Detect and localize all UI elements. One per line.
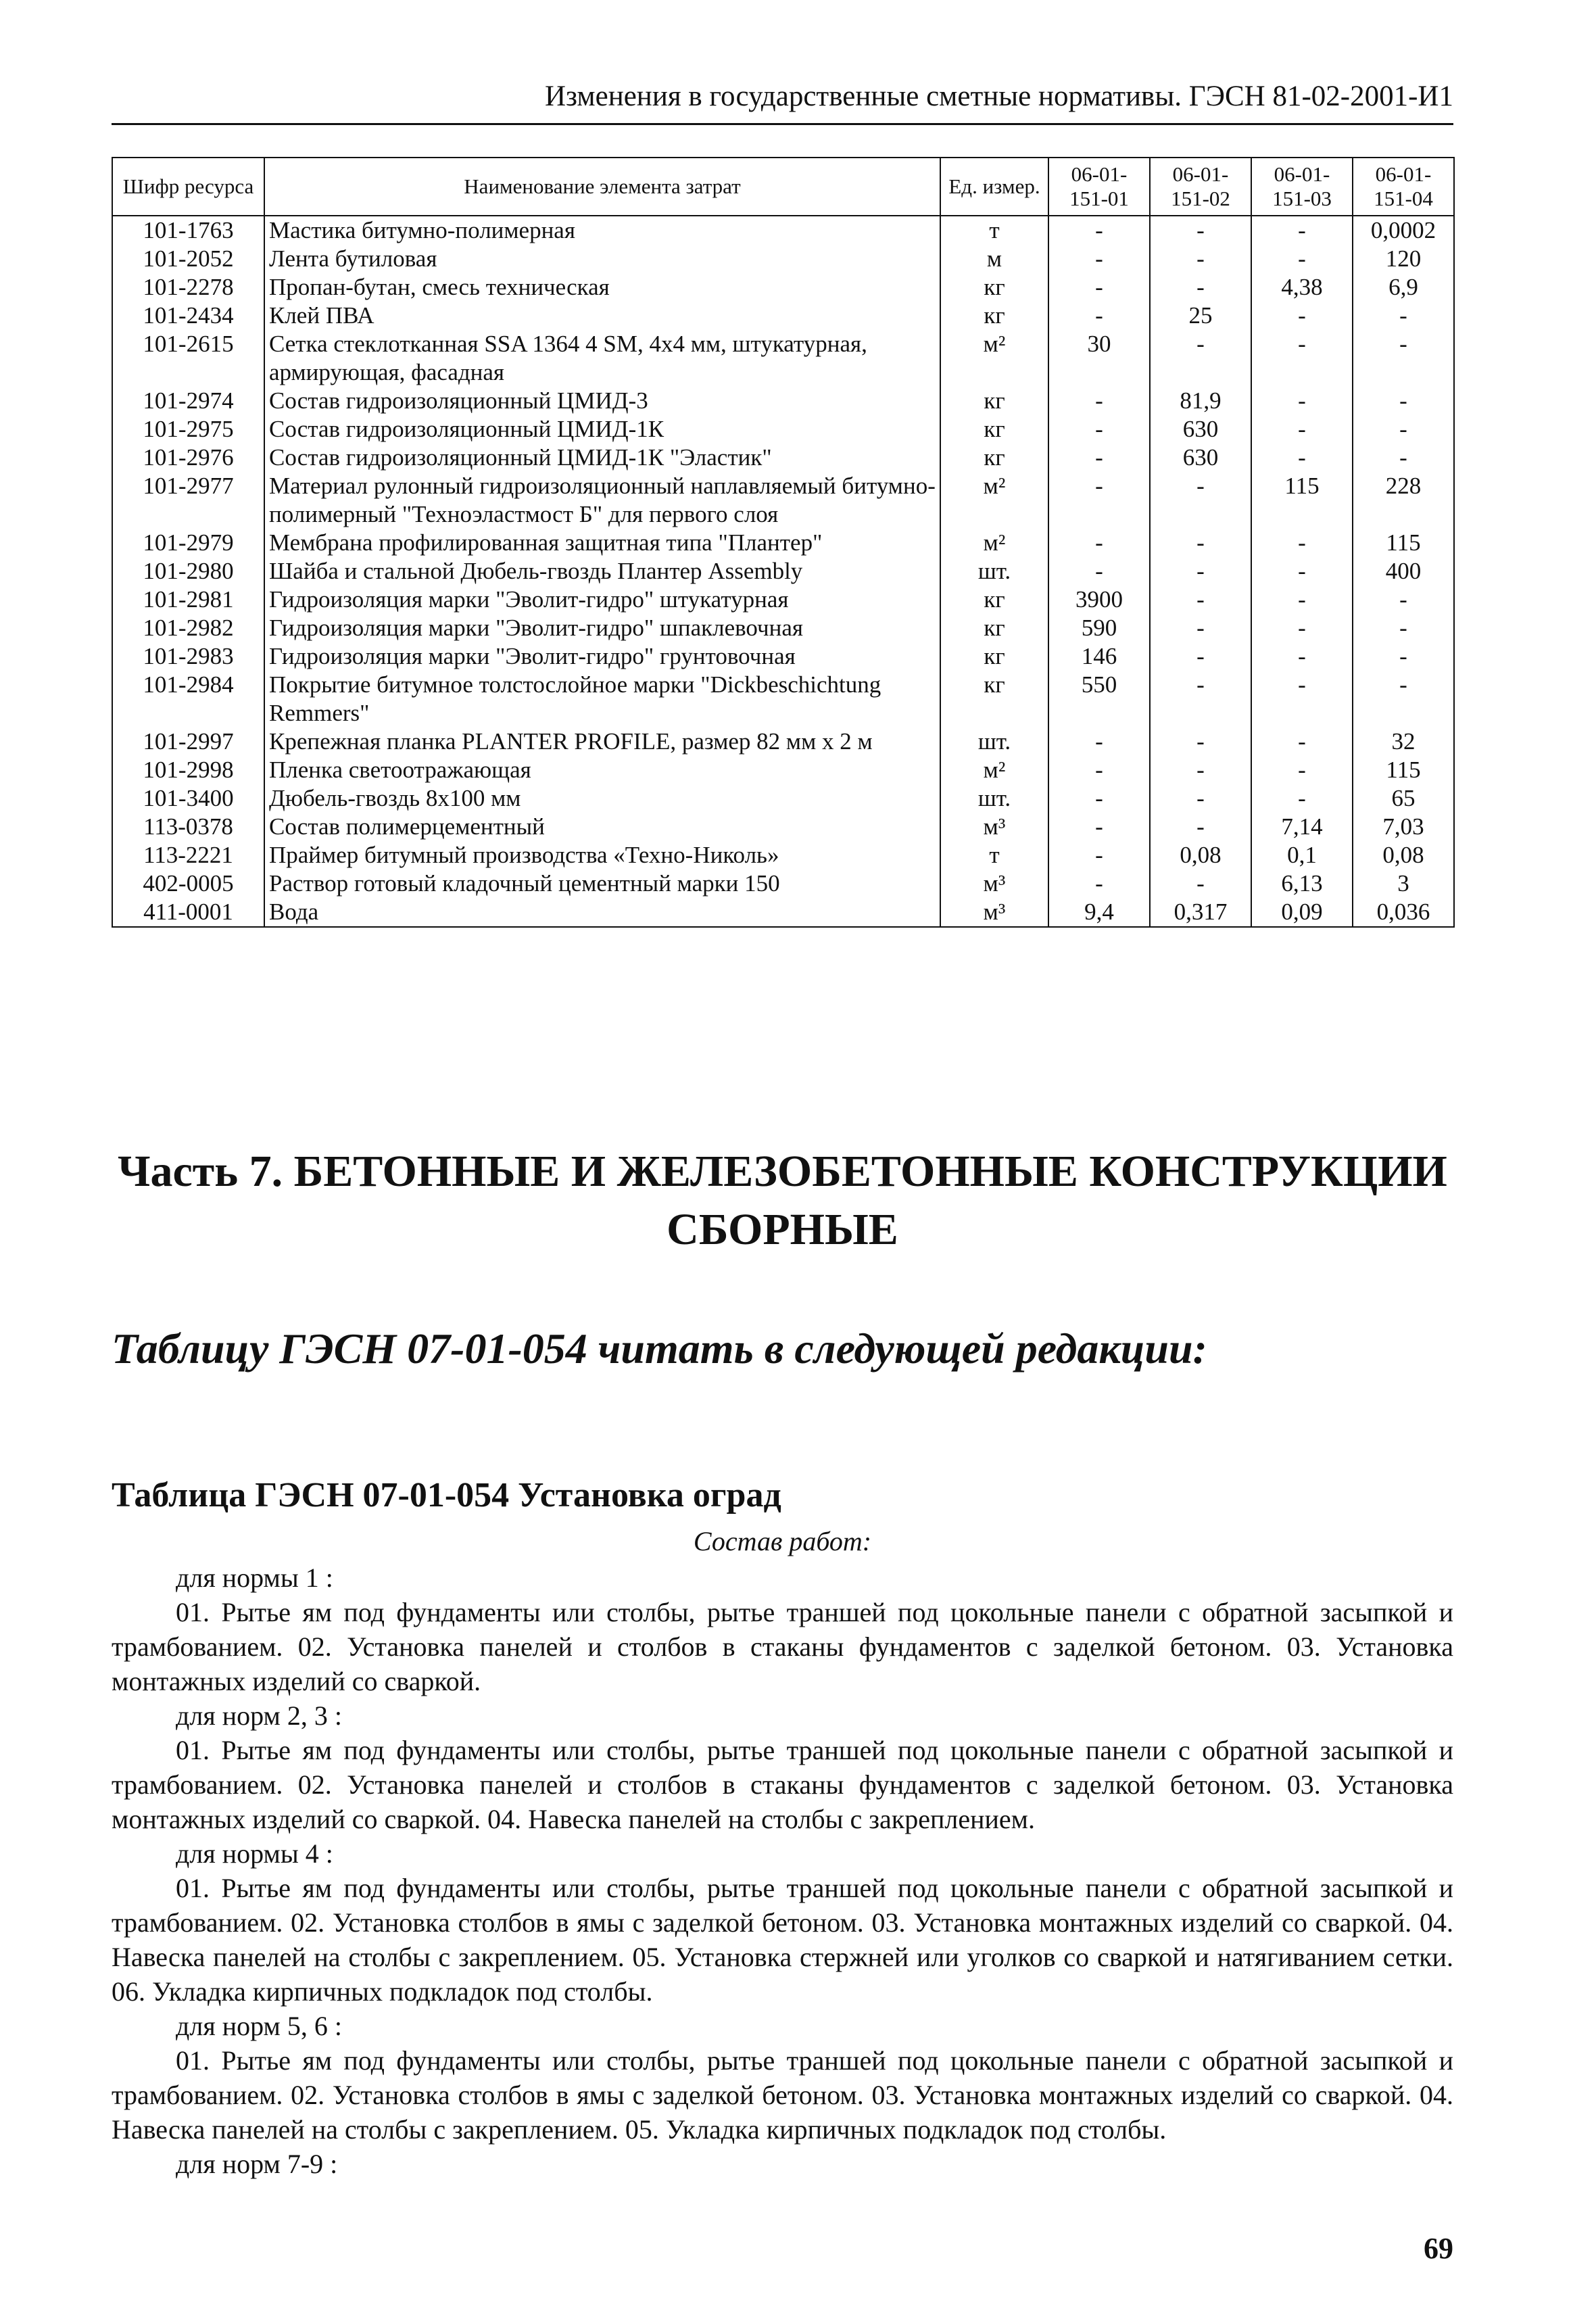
- cell-code: 101-2980: [112, 557, 264, 586]
- cell-name: Гидроизоляция марки "Эволит-гидро" грунтовочная: [264, 642, 940, 671]
- cell-name: Пленка светоотражающая: [264, 756, 940, 784]
- cell-v4: -: [1353, 444, 1454, 472]
- cell-v4: 400: [1353, 557, 1454, 586]
- cell-v1: -: [1048, 472, 1150, 529]
- table-row: [112, 586, 1454, 614]
- cell-v4: 0,0002: [1353, 216, 1454, 245]
- cell-name: Состав полимерцементный: [264, 813, 940, 841]
- cell-v4: 0,036: [1353, 898, 1454, 927]
- column-header: Ед. измер.: [940, 158, 1048, 216]
- cell-v4: 115: [1353, 756, 1454, 784]
- cell-v3: -: [1251, 302, 1353, 330]
- cell-code: 101-1763: [112, 216, 264, 245]
- cell-v2: -: [1150, 557, 1251, 586]
- cell-name: Покрытие битумное толстослойное марки "Dickbeschichtung Remmers": [264, 671, 940, 727]
- cell-code: 101-2979: [112, 529, 264, 557]
- column-header: Шифр ресурса: [112, 158, 264, 216]
- cell-v3: -: [1251, 756, 1353, 784]
- cell-code: 101-2984: [112, 671, 264, 727]
- composition-label: Состав работ:: [693, 1526, 872, 1556]
- cell-name: Сетка стеклотканная SSA 1364 4 SM, 4х4 мм, штукатурная, армирующая, фасадная: [264, 330, 940, 387]
- cell-v1: -: [1048, 557, 1150, 586]
- cell-v4: 115: [1353, 529, 1454, 557]
- cell-unit: т: [940, 841, 1048, 869]
- cell-v4: 32: [1353, 727, 1454, 756]
- table-row: [112, 273, 1454, 302]
- cell-v4: 65: [1353, 784, 1454, 813]
- cell-v3: 0,09: [1251, 898, 1353, 927]
- cell-code: 101-2278: [112, 273, 264, 302]
- cell-v3: -: [1251, 245, 1353, 273]
- cell-v3: -: [1251, 557, 1353, 586]
- table-row: [112, 557, 1454, 586]
- column-header: 06-01-151-03: [1251, 158, 1353, 216]
- cell-v4: -: [1353, 586, 1454, 614]
- cell-code: 101-2982: [112, 614, 264, 642]
- table-title: Таблица ГЭСН 07-01-054 Установка оград: [112, 1476, 781, 1514]
- cell-v4: 7,03: [1353, 813, 1454, 841]
- cell-v1: -: [1048, 216, 1150, 245]
- cell-unit: кг: [940, 614, 1048, 642]
- cell-v2: -: [1150, 784, 1251, 813]
- header-rule: [112, 123, 1453, 125]
- cell-name: Гидроизоляция марки "Эволит-гидро" шпаклевочная: [264, 614, 940, 642]
- cell-code: 101-2434: [112, 302, 264, 330]
- cell-v3: 7,14: [1251, 813, 1353, 841]
- table-body: [112, 216, 1454, 927]
- cell-unit: м: [940, 245, 1048, 273]
- cell-unit: м³: [940, 813, 1048, 841]
- cell-v4: -: [1353, 415, 1454, 444]
- table-row: [112, 444, 1454, 472]
- cell-v2: -: [1150, 245, 1251, 273]
- cell-name: Крепежная планка PLANTER PROFILE, размер 82 мм х 2 м: [264, 727, 940, 756]
- cell-v4: -: [1353, 614, 1454, 642]
- cell-code: 101-3400: [112, 784, 264, 813]
- cell-v4: 6,9: [1353, 273, 1454, 302]
- column-header: 06-01-151-01: [1048, 158, 1150, 216]
- cell-unit: шт.: [940, 727, 1048, 756]
- cell-code: 101-2997: [112, 727, 264, 756]
- cell-code: 101-2976: [112, 444, 264, 472]
- cell-v1: -: [1048, 813, 1150, 841]
- cell-v1: -: [1048, 444, 1150, 472]
- table-row: [112, 869, 1454, 898]
- cell-v2: -: [1150, 727, 1251, 756]
- table-row: [112, 216, 1454, 245]
- cell-v3: -: [1251, 671, 1353, 727]
- table-row: [112, 841, 1454, 869]
- cell-v2: 630: [1150, 415, 1251, 444]
- cell-name: Состав гидроизоляционный ЦМИД-3: [264, 387, 940, 415]
- cell-v2: -: [1150, 273, 1251, 302]
- cell-v1: 3900: [1048, 586, 1150, 614]
- column-header: 06-01-151-04: [1353, 158, 1454, 216]
- cell-name: Вода: [264, 898, 940, 927]
- cell-v2: -: [1150, 614, 1251, 642]
- table-row: [112, 671, 1454, 727]
- table-row: [112, 472, 1454, 529]
- cell-v4: 228: [1353, 472, 1454, 529]
- table-row: [112, 529, 1454, 557]
- cell-unit: т: [940, 216, 1048, 245]
- cell-v4: -: [1353, 330, 1454, 387]
- cell-code: 101-2998: [112, 756, 264, 784]
- cell-name: Пропан-бутан, смесь техническая: [264, 273, 940, 302]
- table-row: [112, 302, 1454, 330]
- cell-v1: 590: [1048, 614, 1150, 642]
- cell-code: 411-0001: [112, 898, 264, 927]
- cell-name: Мастика битумно-полимерная: [264, 216, 940, 245]
- cell-name: Шайба и стальной Дюбель-гвоздь Плантер Assembly: [264, 557, 940, 586]
- cell-v1: -: [1048, 387, 1150, 415]
- cell-v4: 120: [1353, 245, 1454, 273]
- cell-unit: м²: [940, 529, 1048, 557]
- cell-code: 101-2052: [112, 245, 264, 273]
- cell-v1: -: [1048, 727, 1150, 756]
- part-title-line: СБОРНЫЕ: [667, 1205, 898, 1254]
- cell-v1: -: [1048, 784, 1150, 813]
- cell-unit: кг: [940, 671, 1048, 727]
- cell-v2: -: [1150, 472, 1251, 529]
- cell-v3: -: [1251, 444, 1353, 472]
- cell-v3: -: [1251, 216, 1353, 245]
- table-row: [112, 642, 1454, 671]
- part-title-line: Часть 7. БЕТОННЫЕ И ЖЕЛЕЗОБЕТОННЫЕ КОНСТРУКЦИИ: [118, 1147, 1447, 1196]
- cell-v1: -: [1048, 529, 1150, 557]
- cell-code: 101-2977: [112, 472, 264, 529]
- cell-unit: кг: [940, 444, 1048, 472]
- cell-v1: 30: [1048, 330, 1150, 387]
- composition-text: [112, 1560, 1453, 2181]
- cell-v3: -: [1251, 330, 1353, 387]
- cell-code: 101-2974: [112, 387, 264, 415]
- cell-name: Раствор готовый кладочный цементный марки 150: [264, 869, 940, 898]
- cell-v1: 550: [1048, 671, 1150, 727]
- cell-v1: 9,4: [1048, 898, 1150, 927]
- read-instruction: Таблицу ГЭСН 07-01-054 читать в следующей редакции:: [112, 1324, 1207, 1373]
- norm-label: для норм 5, 6 :: [176, 2011, 342, 2041]
- norm-label: для нормы 4 :: [176, 1838, 333, 1869]
- cell-name: Праймер битумный производства «Техно-Николь»: [264, 841, 940, 869]
- running-header: Изменения в государственные сметные нормативы. ГЭСН 81-02-2001-И1: [544, 80, 1453, 112]
- table-row: [112, 784, 1454, 813]
- norm-label: для нормы 1 :: [176, 1562, 333, 1593]
- cell-v2: 0,317: [1150, 898, 1251, 927]
- cell-unit: кг: [940, 273, 1048, 302]
- cell-v3: -: [1251, 727, 1353, 756]
- cell-v2: -: [1150, 671, 1251, 727]
- cell-v2: -: [1150, 586, 1251, 614]
- cell-unit: кг: [940, 415, 1048, 444]
- cell-code: 113-0378: [112, 813, 264, 841]
- cell-v2: 81,9: [1150, 387, 1251, 415]
- cell-unit: шт.: [940, 557, 1048, 586]
- cell-v1: -: [1048, 302, 1150, 330]
- cell-v2: -: [1150, 813, 1251, 841]
- cell-v4: 3: [1353, 869, 1454, 898]
- norm-text: 01. Рытье ям под фундаменты или столбы, рытье траншей под цокольные панели с обратной засыпкой и трамбованием. 02. Установка столбов в ямы с заделкой бетоном. 03. Установка монтажных изделий со сваркой. 04. Навеска панелей на столбы с закреплением. 05. Укладка кирпичных подкладок под столбы.: [112, 2045, 1453, 2145]
- cell-v4: -: [1353, 387, 1454, 415]
- cell-v3: 0,1: [1251, 841, 1353, 869]
- cell-v1: -: [1048, 273, 1150, 302]
- cell-v2: -: [1150, 869, 1251, 898]
- cell-unit: кг: [940, 387, 1048, 415]
- norm-text: 01. Рытье ям под фундаменты или столбы, рытье траншей под цокольные панели с обратной засыпкой и трамбованием. 02. Установка столбов в ямы с заделкой бетоном. 03. Установка монтажных изделий со сваркой. 04. Навеска панелей на столбы с закреплением. 05. Установка стержней или уголков со сваркой и натягиванием сетки. 06. Укладка кирпичных подкладок под столбы.: [112, 1873, 1453, 2007]
- table-row: [112, 387, 1454, 415]
- cell-name: Дюбель-гвоздь 8х100 мм: [264, 784, 940, 813]
- cell-name: Клей ПВА: [264, 302, 940, 330]
- cell-v4: -: [1353, 302, 1454, 330]
- column-header: 06-01-151-02: [1150, 158, 1251, 216]
- cell-v4: 0,08: [1353, 841, 1454, 869]
- table-header-row: [112, 158, 1454, 216]
- cell-name: Материал рулонный гидроизоляционный наплавляемый битумно-полимерный "Техноэластмост Б" для первого слоя: [264, 472, 940, 529]
- cell-unit: кг: [940, 302, 1048, 330]
- cell-unit: кг: [940, 586, 1048, 614]
- cell-name: Гидроизоляция марки "Эволит-гидро" штукатурная: [264, 586, 940, 614]
- cell-v1: -: [1048, 415, 1150, 444]
- cell-v2: 630: [1150, 444, 1251, 472]
- norm-label: для норм 7-9 :: [176, 2149, 338, 2179]
- cell-v4: -: [1353, 671, 1454, 727]
- cell-code: 402-0005: [112, 869, 264, 898]
- cell-v2: -: [1150, 529, 1251, 557]
- column-header: Наименование элемента затрат: [264, 158, 940, 216]
- table-row: [112, 614, 1454, 642]
- cell-v3: -: [1251, 614, 1353, 642]
- cell-v2: -: [1150, 330, 1251, 387]
- cell-unit: шт.: [940, 784, 1048, 813]
- norm-text: 01. Рытье ям под фундаменты или столбы, рытье траншей под цокольные панели с обратной засыпкой и трамбованием. 02. Установка панелей и столбов в стаканы фундаментов с заделкой бетоном. 03. Установка монтажных изделий со сваркой. 04. Навеска панелей на столбы с закреплением.: [112, 1735, 1453, 1834]
- table-row: [112, 415, 1454, 444]
- cell-v3: -: [1251, 642, 1353, 671]
- cell-v1: 146: [1048, 642, 1150, 671]
- cell-code: 101-2983: [112, 642, 264, 671]
- cell-v1: -: [1048, 245, 1150, 273]
- table-row: [112, 245, 1454, 273]
- cell-v2: -: [1150, 756, 1251, 784]
- cell-v2: 0,08: [1150, 841, 1251, 869]
- cell-unit: м³: [940, 869, 1048, 898]
- part-title: [112, 1143, 1453, 1259]
- cell-v1: -: [1048, 756, 1150, 784]
- cell-unit: м³: [940, 898, 1048, 927]
- cell-v3: 115: [1251, 472, 1353, 529]
- cell-name: Лента бутиловая: [264, 245, 940, 273]
- table-row: [112, 813, 1454, 841]
- cell-v2: -: [1150, 642, 1251, 671]
- norm-text: 01. Рытье ям под фундаменты или столбы, рытье траншей под цокольные панели с обратной засыпкой и трамбованием. 02. Установка панелей и столбов в стаканы фундаментов с заделкой бетоном. 03. Установка монтажных изделий со сваркой.: [112, 1597, 1453, 1696]
- table-row: [112, 727, 1454, 756]
- cell-name: Состав гидроизоляционный ЦМИД-1К: [264, 415, 940, 444]
- cell-name: Состав гидроизоляционный ЦМИД-1К "Эластик": [264, 444, 940, 472]
- norm-label: для норм 2, 3 :: [176, 1700, 342, 1731]
- resource-table: [112, 157, 1455, 928]
- cell-unit: кг: [940, 642, 1048, 671]
- cell-v3: -: [1251, 529, 1353, 557]
- cell-code: 101-2975: [112, 415, 264, 444]
- cell-unit: м²: [940, 330, 1048, 387]
- cell-v3: -: [1251, 387, 1353, 415]
- cell-unit: м²: [940, 472, 1048, 529]
- table-row: [112, 756, 1454, 784]
- cell-code: 101-2981: [112, 586, 264, 614]
- cell-v3: 6,13: [1251, 869, 1353, 898]
- cell-name: Мембрана профилированная защитная типа "Плантер": [264, 529, 940, 557]
- cell-v4: -: [1353, 642, 1454, 671]
- table-row: [112, 330, 1454, 387]
- cell-v3: -: [1251, 586, 1353, 614]
- table-row: [112, 898, 1454, 927]
- cell-unit: м²: [940, 756, 1048, 784]
- cell-v2: 25: [1150, 302, 1251, 330]
- page-number: 69: [1424, 2232, 1453, 2265]
- cell-v2: -: [1150, 216, 1251, 245]
- cell-v3: -: [1251, 784, 1353, 813]
- cell-v3: -: [1251, 415, 1353, 444]
- cell-code: 101-2615: [112, 330, 264, 387]
- cell-v1: -: [1048, 841, 1150, 869]
- cell-v1: -: [1048, 869, 1150, 898]
- cell-code: 113-2221: [112, 841, 264, 869]
- cell-v3: 4,38: [1251, 273, 1353, 302]
